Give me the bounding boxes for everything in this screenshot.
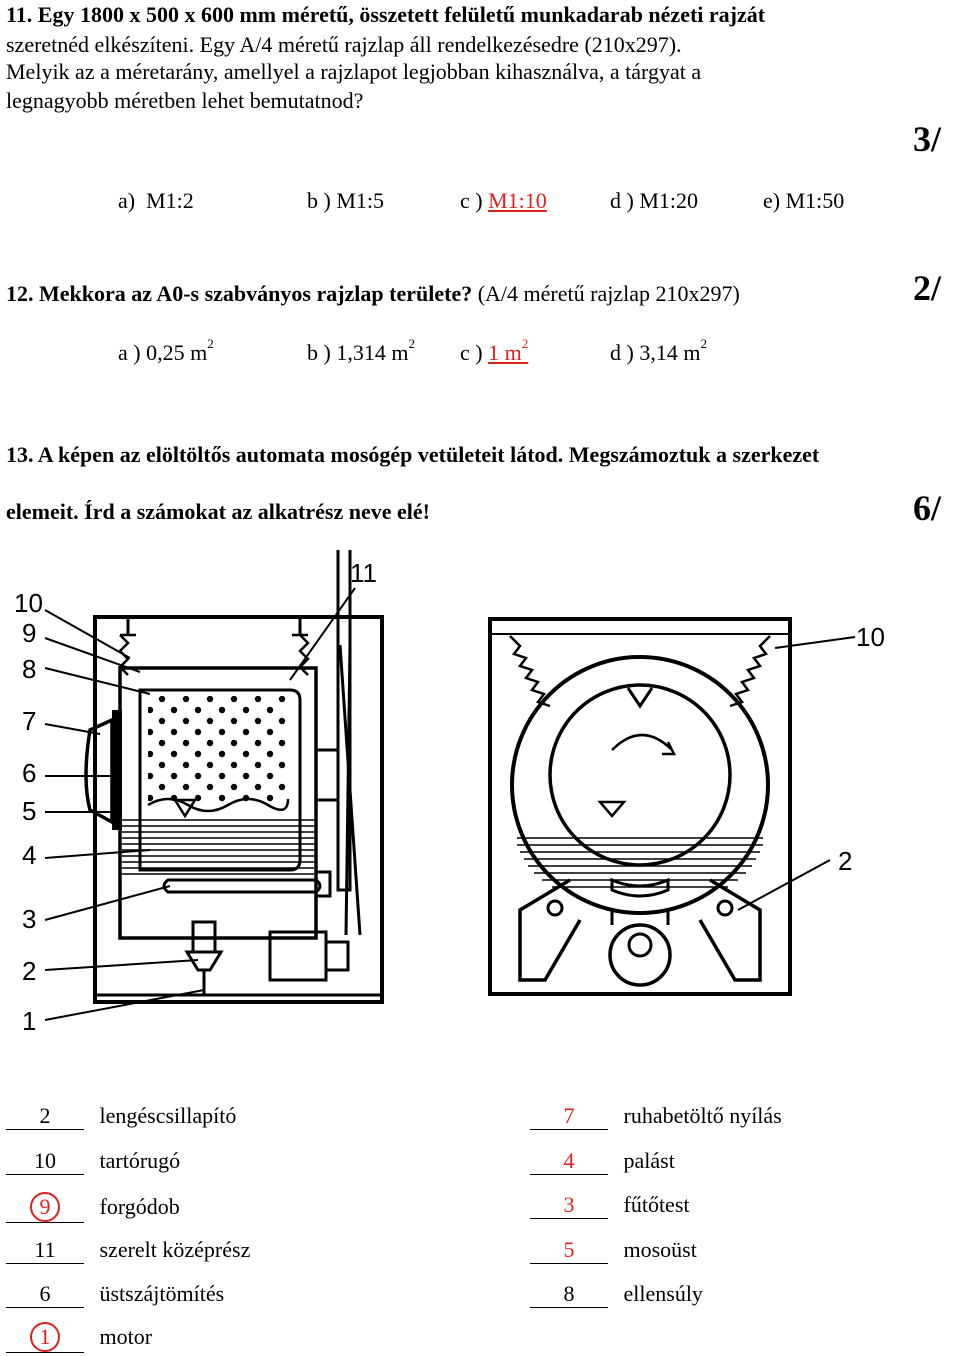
q12-option-a — [118, 336, 214, 366]
q11-line-4: legnagyobb méretben lehet bemutatnod? — [6, 88, 364, 113]
q11-line-2: szeretnéd elkészíteni. Egy A/4 méretű rajzlap áll rendelkezésedre (210x297). — [6, 32, 682, 57]
answer-row — [6, 1322, 152, 1352]
q13-line-2: elemeit. Írd a számokat az alkatrész neve elé! — [6, 499, 430, 524]
option-prefix: d ) — [610, 340, 634, 365]
option-value-correct: M1:10 — [488, 188, 547, 213]
answer-blank[interactable] — [6, 1322, 84, 1353]
option-prefix: b ) — [307, 340, 331, 365]
option-sup: 2 — [207, 336, 214, 351]
q12-normal-text: (A/4 méretű rajzlap 210x297) — [472, 281, 740, 306]
answer-blank[interactable] — [530, 1281, 608, 1308]
q11-score: 3/ — [913, 119, 942, 159]
answer-label: motor — [99, 1324, 153, 1349]
option-prefix: b ) — [307, 188, 331, 213]
door-seal — [86, 720, 112, 822]
heater — [164, 880, 320, 892]
q12-bold-text: 12. Mekkora az A0-s szabványos rajzlap területe? — [6, 281, 473, 306]
answer-blank[interactable] — [6, 1192, 84, 1223]
answer-blank[interactable] — [6, 1281, 84, 1308]
answer-label: fűtőtest — [623, 1192, 690, 1217]
option-sup: 2 — [700, 336, 707, 351]
q11-option-a — [118, 188, 194, 214]
option-value: 1 m — [488, 340, 522, 365]
fig-label: 6 — [22, 758, 37, 788]
answer-row — [6, 1237, 250, 1267]
q13-line-1: 13. A képen az elöltöltős automata mosógép vetületeit látod. Megszámoztuk a szerkezet — [6, 442, 820, 467]
washing-machine-figure — [0, 550, 960, 1050]
answer-label: palást — [623, 1148, 675, 1173]
fig-label: 10 — [14, 588, 43, 618]
option-value: 1,314 m — [336, 340, 409, 365]
option-sup: 2 — [521, 336, 529, 351]
fig-label: 11 — [350, 558, 377, 588]
answer-label: ruhabetöltő nyílás — [623, 1103, 782, 1128]
q11-line-3: Melyik az a méretarány, amellyel a rajzlapot legjobban kihasználva, a tárgyat a — [6, 59, 702, 84]
answer-number-red: 3 — [563, 1192, 575, 1217]
option-prefix: e) — [763, 188, 781, 213]
answer-number-red: 7 — [563, 1103, 575, 1128]
q11-option-d — [610, 188, 698, 214]
answer-blank[interactable] — [530, 1103, 608, 1130]
option-prefix: c ) — [460, 188, 483, 213]
answer-blank[interactable] — [530, 1237, 608, 1264]
answer-number: 11 — [34, 1237, 56, 1262]
q12-question — [6, 279, 740, 309]
fig-label: 10 — [856, 622, 885, 652]
answer-row — [6, 1103, 236, 1133]
answer-blank[interactable] — [6, 1148, 84, 1175]
answer-label: tartórugó — [99, 1148, 181, 1173]
answer-row — [530, 1237, 697, 1267]
drum-perforation — [148, 696, 288, 804]
q12-option-d — [610, 336, 707, 366]
answer-row — [530, 1192, 690, 1222]
fig-label: 2 — [22, 956, 37, 986]
q11-option-e — [763, 188, 844, 214]
answer-label: forgódob — [99, 1194, 180, 1219]
fig-label: 7 — [22, 706, 37, 736]
answer-row — [530, 1103, 782, 1133]
answer-number-circled: 1 — [30, 1322, 60, 1352]
answer-number: 2 — [39, 1103, 51, 1128]
fig-label: 4 — [22, 840, 37, 870]
front-view — [490, 619, 855, 994]
fig-label: 3 — [22, 904, 37, 934]
answer-number: 8 — [563, 1281, 575, 1306]
fig-label: 2 — [838, 846, 853, 876]
answer-number-red: 5 — [563, 1237, 575, 1262]
answer-number: 10 — [34, 1148, 56, 1173]
answer-row — [530, 1281, 703, 1311]
right-spring — [730, 636, 770, 706]
left-spring — [510, 636, 550, 706]
front-cabinet-outline — [490, 619, 790, 994]
answer-label: lengéscsillapító — [99, 1103, 237, 1128]
q12-option-b — [307, 336, 415, 366]
fig-label: 5 — [22, 796, 37, 826]
q11-option-c — [460, 188, 547, 214]
fig-label: 1 — [22, 1006, 37, 1036]
q11-option-b — [307, 188, 384, 214]
option-value: M1:5 — [336, 188, 385, 213]
option-prefix: a ) — [118, 340, 141, 365]
q12-option-c — [460, 336, 529, 366]
answer-blank[interactable] — [6, 1237, 84, 1264]
answer-row — [530, 1148, 675, 1178]
answer-blank[interactable] — [530, 1148, 608, 1175]
option-value: M1:50 — [785, 188, 845, 213]
rotation-arrow — [612, 735, 672, 750]
option-value: M1:2 — [146, 188, 194, 213]
option-prefix: a) — [118, 188, 136, 213]
fig-label: 8 — [22, 654, 37, 684]
answer-label: mosoüst — [623, 1237, 697, 1262]
answer-label: szerelt középrész — [99, 1237, 251, 1262]
option-value: 3,14 m — [639, 340, 701, 365]
q13-score: 6/ — [913, 488, 942, 528]
option-prefix: d ) — [610, 188, 634, 213]
answer-number-red: 4 — [563, 1148, 575, 1173]
side-view — [45, 550, 382, 1020]
answer-blank[interactable] — [6, 1103, 84, 1130]
fig-label: 9 — [22, 618, 37, 648]
option-value-correct — [488, 336, 529, 365]
option-value: M1:20 — [639, 188, 699, 213]
option-value: 0,25 m — [146, 340, 208, 365]
answer-number: 6 — [39, 1281, 51, 1306]
option-sup: 2 — [408, 336, 415, 351]
option-prefix: c ) — [460, 340, 483, 365]
answer-row — [6, 1148, 180, 1178]
answer-row — [6, 1192, 180, 1222]
q12-score: 2/ — [913, 268, 942, 308]
q11-line-1: 11. Egy 1800 x 500 x 600 mm méretű, összetett felületű munkadarab nézeti rajzát — [6, 2, 766, 27]
answer-row — [6, 1281, 224, 1311]
answer-label: üstszájtömítés — [99, 1281, 225, 1306]
answer-blank[interactable] — [530, 1192, 608, 1219]
answer-label: ellensúly — [623, 1281, 703, 1306]
answer-number-circled: 9 — [30, 1192, 60, 1222]
